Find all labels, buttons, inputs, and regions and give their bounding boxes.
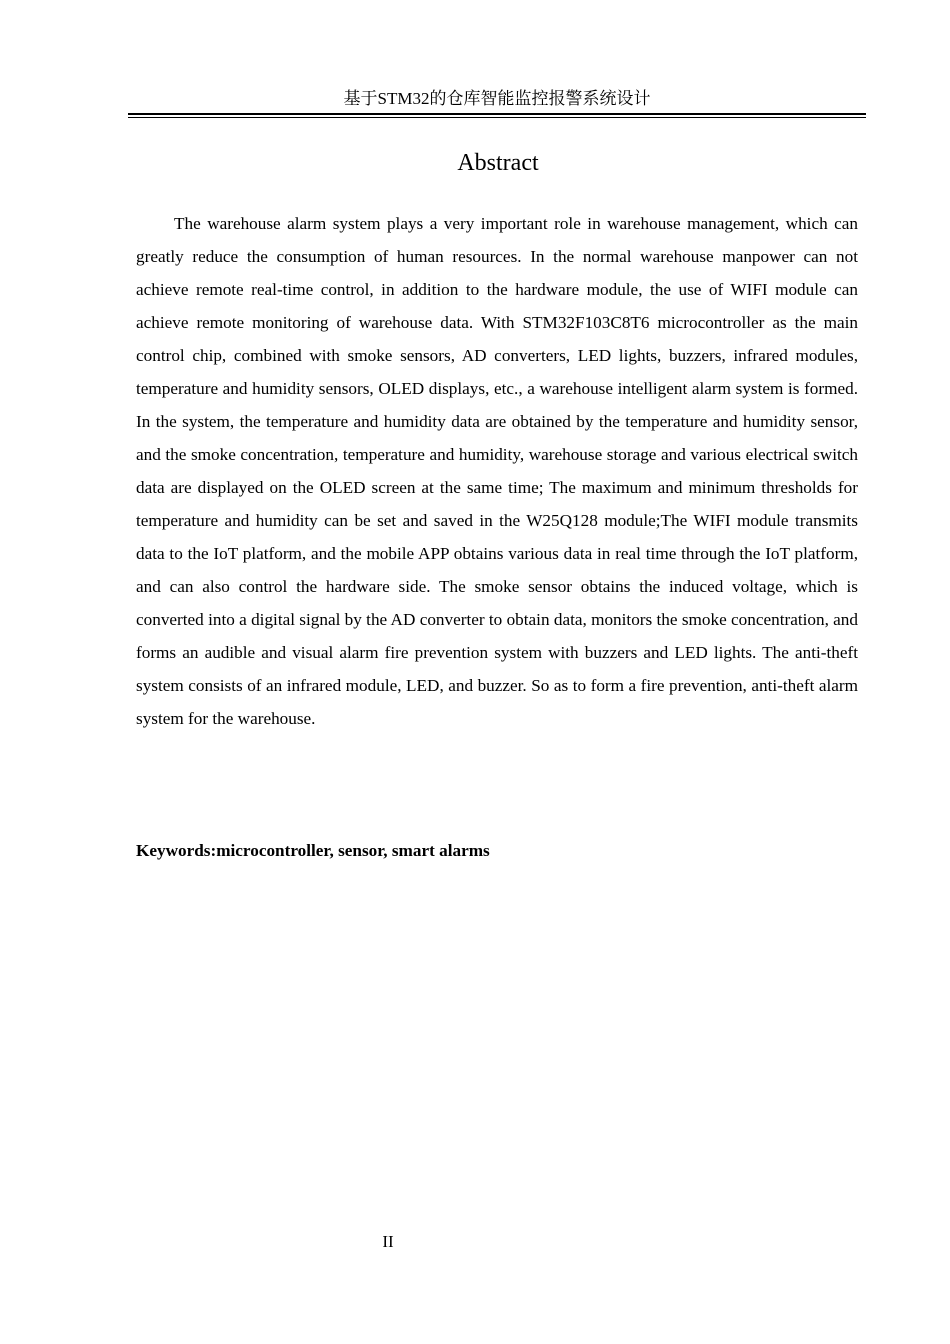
page-number: II — [382, 1232, 394, 1251]
keywords-line: Keywords:microcontroller, sensor, smart alarms — [136, 841, 490, 860]
abstract-paragraph: The warehouse alarm system plays a very important role in warehouse management, which can greatly reduce the consumption of human resources. In the normal warehouse manpower can not achieve remote real-time control, in addition to the hardware module, the use of WIFI module can achieve remote monitoring of warehouse data. With STM32F103C8T6 microcontroller as the main control chip, combined with smoke sensors, AD converters, LED lights, buzzers, infrared modules, temperature and humidity sensors, OLED displays, etc., a warehouse intelligent alarm system is formed. In the system, the temperature and humidity data are obtained by the temperature and humidity sensor, and the smoke concentration, temperature and humidity, warehouse storage and various electrical switch data are displayed on the OLED screen at the same time; The maximum and minimum thresholds for temperature and humidity can be set and saved in the W25Q128 module;The WIFI module transmits data to the IoT platform, and the mobile APP obtains various data in real time through the IoT platform, and can also control the hardware side. The smoke sensor obtains the induced voltage, which is converted into a digital signal by the AD converter to obtain data, monitors the smoke concentration, and forms an audible and visual alarm fire prevention system with buzzers and LED lights. The anti-theft system consists of an infrared module, LED, and buzzer. So as to form a fire prevention, anti-theft alarm system for the warehouse. — [136, 214, 858, 728]
page-title: Abstract — [457, 150, 539, 176]
header-rule-secondary — [128, 117, 866, 118]
running-header: 基于STM32的仓库智能监控报警系统设计 — [343, 89, 651, 108]
header-rule — [128, 113, 866, 115]
